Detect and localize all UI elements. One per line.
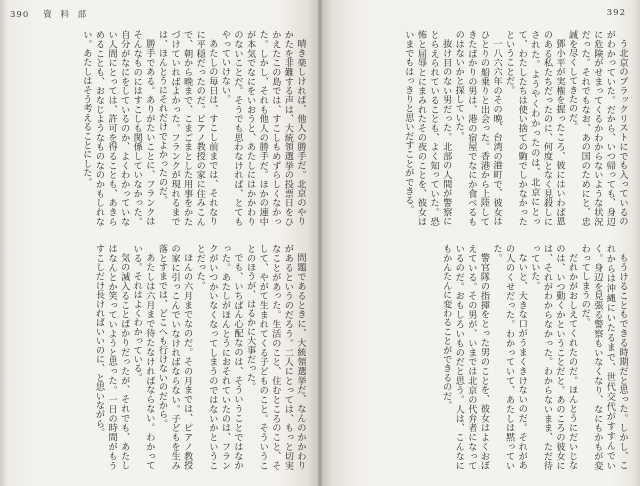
paragraph: 警官隊の指揮をとった男のことを、彼女はよくおぼえている。その男が、いまでは北京の代弁者になっているのだ。おもしろいものだと思う。人は、こんなにもかんたんに変わることができるのだ。 <box>440 244 490 470</box>
page-number-left: 390 <box>10 10 30 20</box>
paragraph: あたしは六月まで待たなければならない。わかっている。それはよくわかっている。 <box>131 244 155 470</box>
left-lower-tier <box>14 244 306 470</box>
paragraph: 抜け目のない男だった。北部の人間が警察にとらえられていることも、よく知っていた。恐怖と屈辱とにまみれたその夜のことを、彼女はいまでもはっきりと思いだすことができる。 <box>402 30 452 226</box>
paragraph: う北京のブラックリストにでも入っているのがわかっていた。だから、いつ帰っても、身辺に危険がせまってくるかわからないような状況だった。それでもなお、あの国のためにと、忠誠を尽くしてきたのだ。 <box>566 30 628 226</box>
right-upper-tier <box>336 30 628 226</box>
right-lower-tier <box>336 244 628 470</box>
paragraph: だれかがおしえてくれたのだ。ほんとうにだいじなのは、いつ動くかということだと。あのころの彼女には、それがわからなかった。わからないまま、ただ待っていた。 <box>528 244 578 470</box>
paragraph: 勝手である。ありがたいことに、フランクはそんなものにはすこしも関係していなかった。自分がなにをしているのか、よくわかっていない人間にとっては、許可を得ることも、あきらめることも、おなじようなものなのかもしれない。あたしはそう考えることにした。 <box>80 30 155 226</box>
left-page <box>0 0 318 486</box>
page-number-right: 392 <box>606 8 626 18</box>
paragraph: 気の滅入ることばかりだったが、それでも、あたしはなんとか笑っていようと思った。一日の時間がもうすこしだけ長ければいいのに、と思いながら。 <box>93 244 130 470</box>
paragraph: ないと、大きな口がうまくきけないのだ。それがあの人のくせだった。わかっていて、あたしは黙っていた。 <box>491 244 528 470</box>
paragraph: 一八六六年のその晩、台湾の港町で、彼女はひとりの船乗りと出会った。香港から上陸してきたばかりの男は、港の宿屋でなにか食べるものはないかと探していた。 <box>453 30 503 226</box>
paragraph: 鄧小平が実権を握ったころ、彼にはいわば恩のある私たちだったのに、何度となく見殺しにされた。ようやくわかったのは、北京にとって、わたしたちは使い捨ての駒でしかなかったということだ。 <box>503 30 566 226</box>
right-page <box>322 0 640 486</box>
paragraph: もうけることもできる時期だと思った。しかし、これからは沖縄にいたるまで、世代交代がすすんでいく。身辺を見張る警察もいなくなり、なにもかもが変わってしまうのだ。 <box>579 244 628 470</box>
paragraph: 問題であるときに、大統領選挙だ、なんのかかわりがあるというのだろう。二人にとっては、もっと切実なことがあった。生活のこと、住むところのこと、そして、やがて生まれてくる子どものこと。そういうことのほうが、はるかに大事だった。 <box>244 244 306 470</box>
running-head: 資 料 部 <box>43 10 90 20</box>
paragraph: あたしの毎日は、すこし前までは、それなりに平穏だったのだ。ピアノ教授の家に住みこんで、朝から晩まで、こまごまとした用事をかたづけていればよかった。フランクが現れるまでは、ほんとうにそれだけでよかったのだ。 <box>156 30 218 226</box>
paragraph: 晴き楽しければ、他人の勝手だ。北京のやりかたを非難する声は、大統領選挙の投票日をひかえたこの島では、すこしもめずらしくなかった。しかし、それも他人の勝手だ。ほかの連中が本気でなにをいおうと、あたしにはかかわりのないことだ。そうでも思わなければ、とてもやっていけない。 <box>219 30 306 226</box>
right-page-header <box>607 8 626 18</box>
paragraph: でも、いちばん心配なのは、そういうことではなかった。あたしがほんとうにおそれていたのは、フランクがいつかいなくなってしまうのではないかということだった。 <box>194 244 244 470</box>
paragraph: ほんの六月までなのだ。その月までは、ピアノ教授の家に引っこんでいなければならない。子どもを生み落とすまでは、どこへも行けないのだから。 <box>156 244 193 470</box>
left-page-header <box>10 8 89 20</box>
left-upper-tier <box>14 30 306 226</box>
